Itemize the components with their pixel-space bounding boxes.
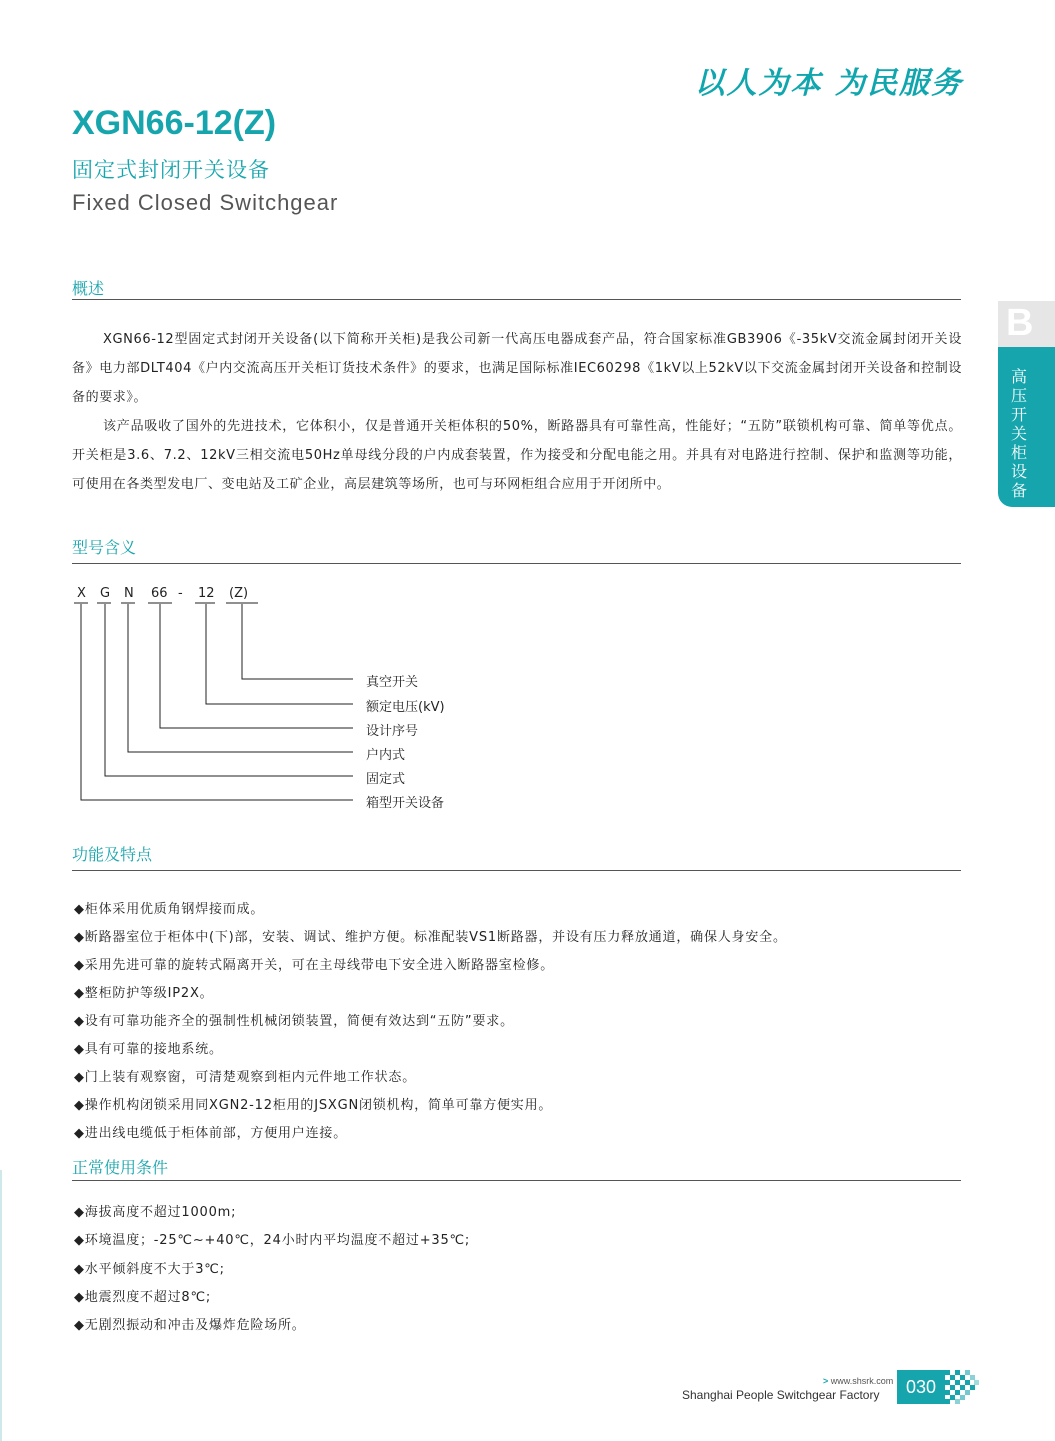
feature-item: ◆整柜防护等级IP2X。	[74, 986, 214, 1001]
feature-item: ◆进出线电缆低于柜体前部，方便用户连接。	[74, 1126, 347, 1141]
code-part-g: G	[100, 586, 111, 601]
code-part-x: X	[77, 586, 86, 601]
slogan: 以人为本 为民服务	[694, 66, 963, 101]
code-part-voltage: 12	[198, 586, 215, 601]
page-title: XGN66-12(Z)	[72, 104, 277, 142]
features-divider	[72, 870, 961, 871]
legend-rated-voltage: 额定电压(kV)	[366, 700, 445, 715]
legend-indoor: 户内式	[366, 748, 406, 763]
features-heading: 功能及特点	[72, 845, 153, 864]
overview-paragraph: XGN66-12型固定式封闭开关设备(以下简称开关柜)是我公司新一代高压电器成套产品，符合国家标准GB3906《-35kV交流金属封闭开关设备》电力部DLT404《户内交流高压开关柜订货技术条件》的要求，也满足国际标准IEC60298《1kV以上52kV以下交流金属封闭开关设备和控制设备的要求》。	[72, 332, 962, 405]
condition-item: ◆水平倾斜度不大于3℃;	[74, 1262, 225, 1277]
feature-item: ◆柜体采用优质角钢焊接而成。	[74, 902, 265, 917]
factory-name: Shanghai People Switchgear Factory	[682, 1388, 880, 1402]
website-url[interactable]	[823, 1376, 893, 1386]
legend-box-switchgear: 箱型开关设备	[366, 796, 445, 811]
margin-accent-line	[0, 1170, 2, 1441]
overview-heading: 概述	[72, 279, 105, 298]
url-arrow-icon: >	[823, 1376, 829, 1386]
subtitle-chinese: 固定式封闭开关设备	[72, 158, 270, 182]
feature-item: ◆设有可靠功能齐全的强制性机械闭锁装置，简便有效达到“五防”要求。	[74, 1014, 514, 1029]
feature-item: ◆具有可靠的接地系统。	[74, 1042, 223, 1057]
code-part-vacuum: (Z)	[229, 586, 249, 601]
conditions-heading: 正常使用条件	[72, 1158, 169, 1177]
feature-item: ◆门上装有观察窗，可清楚观察到柜内元件地工作状态。	[74, 1070, 416, 1085]
condition-item: ◆环境温度；-25℃~+40℃，24小时内平均温度不超过+35℃;	[74, 1233, 471, 1248]
legend-vacuum-switch: 真空开关	[366, 675, 419, 690]
model-heading: 型号含义	[72, 538, 137, 557]
code-part-dash: -	[178, 586, 183, 601]
conditions-divider	[72, 1180, 961, 1181]
condition-item: ◆海拔高度不超过1000m;	[74, 1205, 237, 1220]
legend-fixed: 固定式	[366, 772, 406, 787]
feature-item: ◆断路器室位于柜体中(下)部，安装、调试、维护方便。标准配装VS1断路器，并设有压力释放通道，确保人身安全。	[74, 930, 787, 945]
code-part-design-number: 66	[151, 586, 168, 601]
page-number-box	[897, 1370, 945, 1404]
condition-item: ◆无剧烈振动和冲击及爆炸危险场所。	[74, 1318, 306, 1333]
url-text: www.shsrk.com	[830, 1376, 894, 1386]
subtitle-english: Fixed Closed Switchgear	[72, 190, 339, 215]
code-part-n: N	[124, 586, 134, 601]
condition-item: ◆地震烈度不超过8℃;	[74, 1290, 212, 1305]
checker-pattern-icon	[945, 1370, 979, 1404]
overview-paragraph: 该产品吸收了国外的先进技术，它体积小，仅是普通开关柜体积的50%，断路器具有可靠性高，性能好；“五防”联锁机构可靠、简单等优点。开关柜是3.6、7.2、12kV三相交流电50Hz单母线分段的户内成套装置，作为接受和分配电能之用。并具有对电路进行控制、保护和监测等功能，可使用在各类型发电厂、变电站及工矿企业，高层建筑等场所，也可与环网柜组合应用于开闭所中。	[72, 419, 962, 492]
legend-design-number: 设计序号	[366, 724, 419, 739]
category-label: 高压开关柜设备	[1011, 367, 1028, 500]
feature-item: ◆操作机构闭锁采用同XGN2-12柜用的JSXGN闭锁机构，简单可靠方便实用。	[74, 1098, 553, 1113]
feature-item: ◆采用先进可靠的旋转式隔离开关，可在主母线带电下安全进入断路器室检修。	[74, 958, 554, 973]
page-number: 030	[905, 1377, 937, 1397]
section-letter: B	[1006, 302, 1034, 344]
